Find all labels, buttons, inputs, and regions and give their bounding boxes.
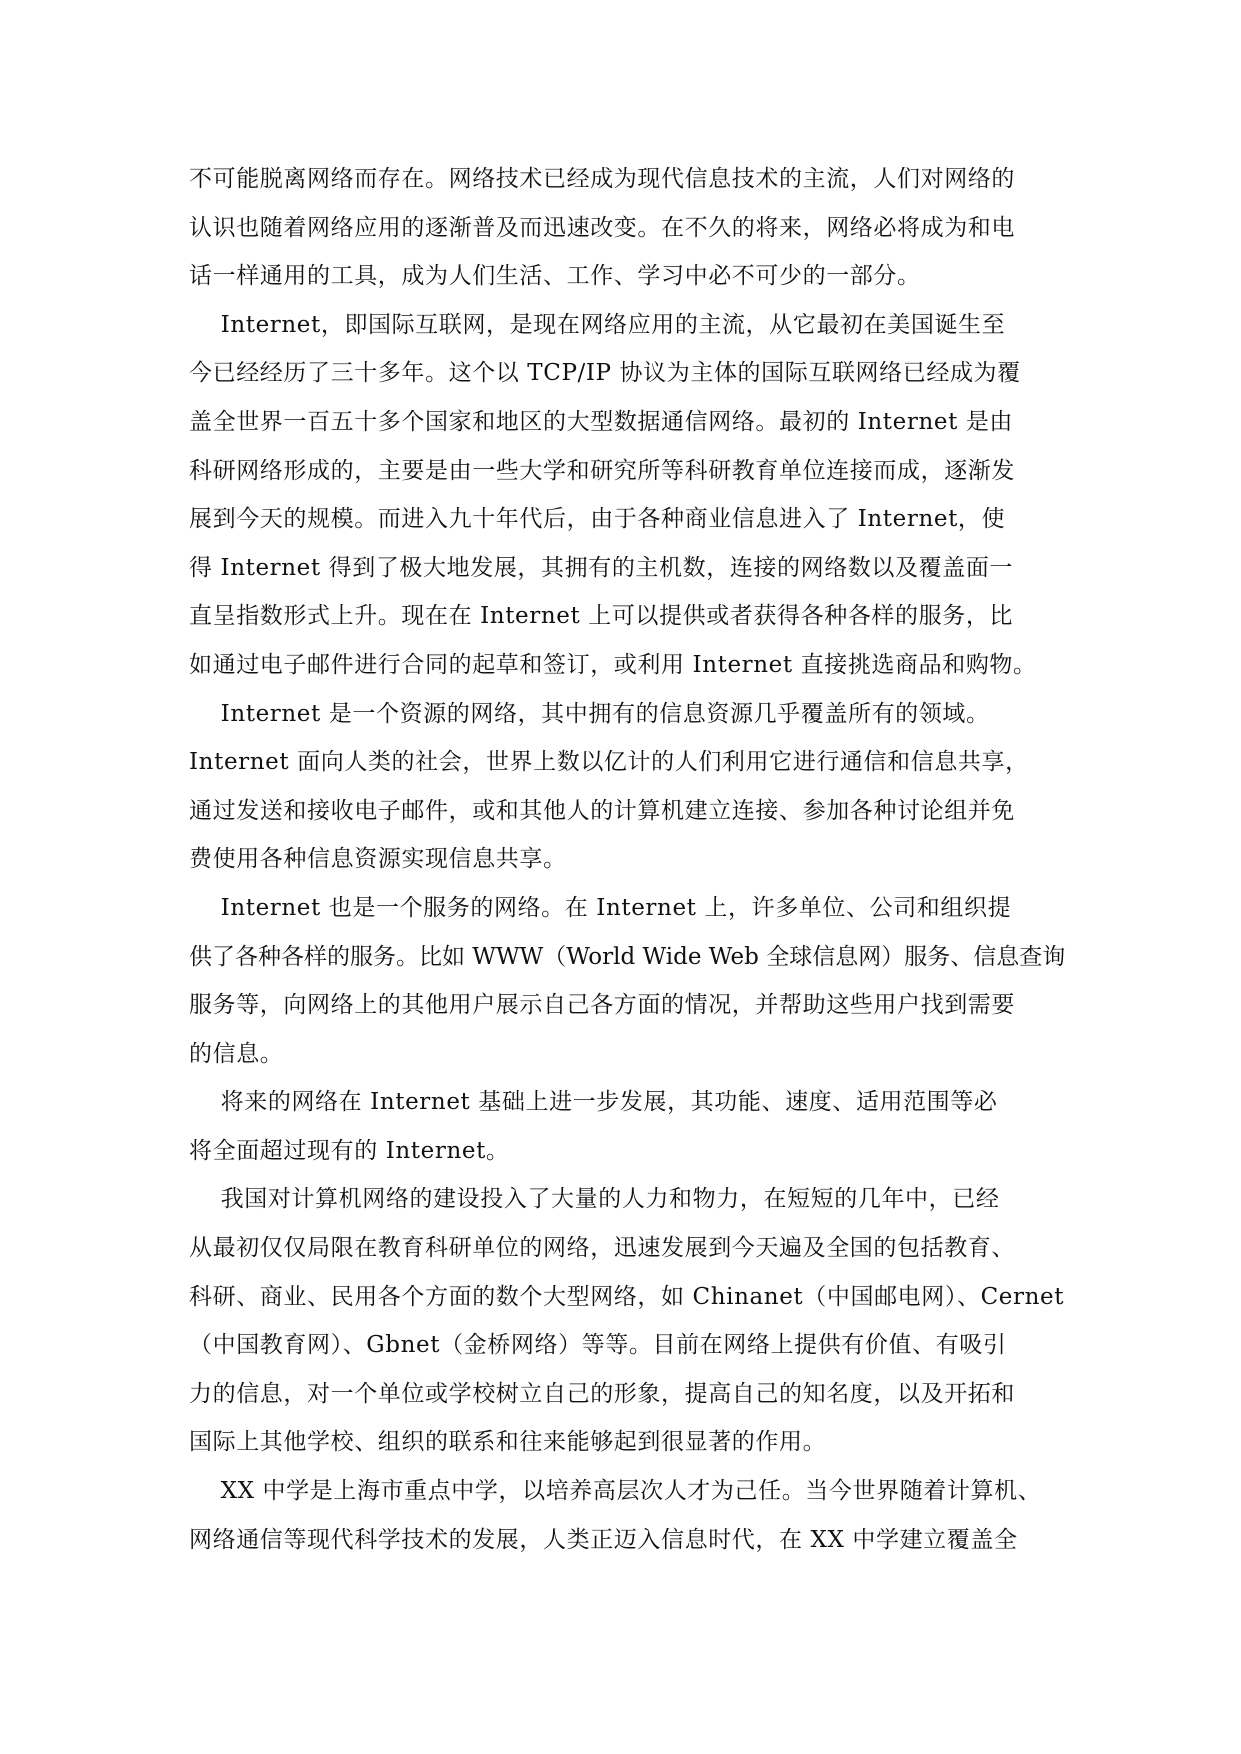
- text-line: 将来的网络在 Internet 基础上进一步发展，其功能、速度、适用范围等必: [189, 1089, 998, 1116]
- text-line: XX 中学是上海市重点中学，以培养高层次人才为己任。当今世界随着计算机、: [189, 1478, 1042, 1505]
- text-line: 展到今天的规模。而进入九十年代后，由于各种商业信息进入了 Internet，使: [189, 506, 1006, 533]
- text-line: （中国教育网）、Gbnet（金桥网络）等等。目前在网络上提供有价值、有吸引: [189, 1332, 1007, 1359]
- text-line: 盖全世界一百五十多个国家和地区的大型数据通信网络。最初的 Internet 是由: [189, 408, 1014, 435]
- text-line: 网络通信等现代科学技术的发展，人类正迈入信息时代，在 XX 中学建立覆盖全: [189, 1526, 1018, 1553]
- text-line: 如通过电子邮件进行合同的起草和签订，或利用 Internet 直接挑选商品和购物。: [189, 651, 1037, 678]
- text-line: Internet 是一个资源的网络，其中拥有的信息资源几乎覆盖所有的领域。: [189, 700, 990, 727]
- text-line: 供了各种各样的服务。比如 WWW（World Wide Web 全球信息网）服务、信息查询: [189, 943, 1066, 970]
- text-line: Internet，即国际互联网，是现在网络应用的主流，从它最初在美国诞生至: [189, 311, 1006, 338]
- text-line: 我国对计算机网络的建设投入了大量的人力和物力，在短短的几年中，已经: [189, 1186, 1000, 1213]
- text-line: 通过发送和接收电子邮件，或和其他人的计算机建立连接、参加各种讨论组并免: [189, 797, 1015, 824]
- text-line: 力的信息，对一个单位或学校树立自己的形象，提高自己的知名度，以及开拓和: [189, 1380, 1015, 1407]
- text-line: 费使用各种信息资源实现信息共享。: [189, 846, 567, 873]
- text-line: 认识也随着网络应用的逐渐普及而迅速改变。在不久的将来，网络必将成为和电: [189, 214, 1015, 241]
- text-line: 科研、商业、民用各个方面的数个大型网络，如 Chinanet（中国邮电网）、Cernet: [189, 1283, 1065, 1310]
- text-line: 服务等，向网络上的其他用户展示自己各方面的情况，并帮助这些用户找到需要: [189, 992, 1015, 1019]
- text-line: Internet 也是一个服务的网络。在 Internet 上，许多单位、公司和组织提: [189, 894, 1012, 921]
- text-line: 得 Internet 得到了极大地发展，其拥有的主机数，连接的网络数以及覆盖面一: [189, 554, 1014, 581]
- text-line: 话一样通用的工具，成为人们生活、工作、学习中必不可少的一部分。: [189, 263, 921, 290]
- text-line: 的信息。: [189, 1040, 284, 1067]
- text-line: 国际上其他学校、组织的联系和往来能够起到很显著的作用。: [189, 1429, 827, 1456]
- text-line: 将全面超过现有的 Internet。: [189, 1137, 510, 1164]
- text-line: 不可能脱离网络而存在。网络技术已经成为现代信息技术的主流，人们对网络的: [189, 166, 1015, 192]
- text-line: 今已经经历了三十多年。这个以 TCP/IP 协议为主体的国际互联网络已经成为覆: [189, 360, 1021, 387]
- text-line: 科研网络形成的，主要是由一些大学和研究所等科研教育单位连接而成，逐渐发: [189, 457, 1015, 484]
- document-body: [189, 155, 1065, 1564]
- text-line: 直呈指数形式上升。现在在 Internet 上可以提供或者获得各种各样的服务，比: [189, 603, 1014, 630]
- text-line: Internet 面向人类的社会，世界上数以亿计的人们利用它进行通信和信息共享，: [189, 749, 1029, 776]
- text-line: 从最初仅仅局限在教育科研单位的网络，迅速发展到今天遍及全国的包括教育、: [189, 1235, 1015, 1262]
